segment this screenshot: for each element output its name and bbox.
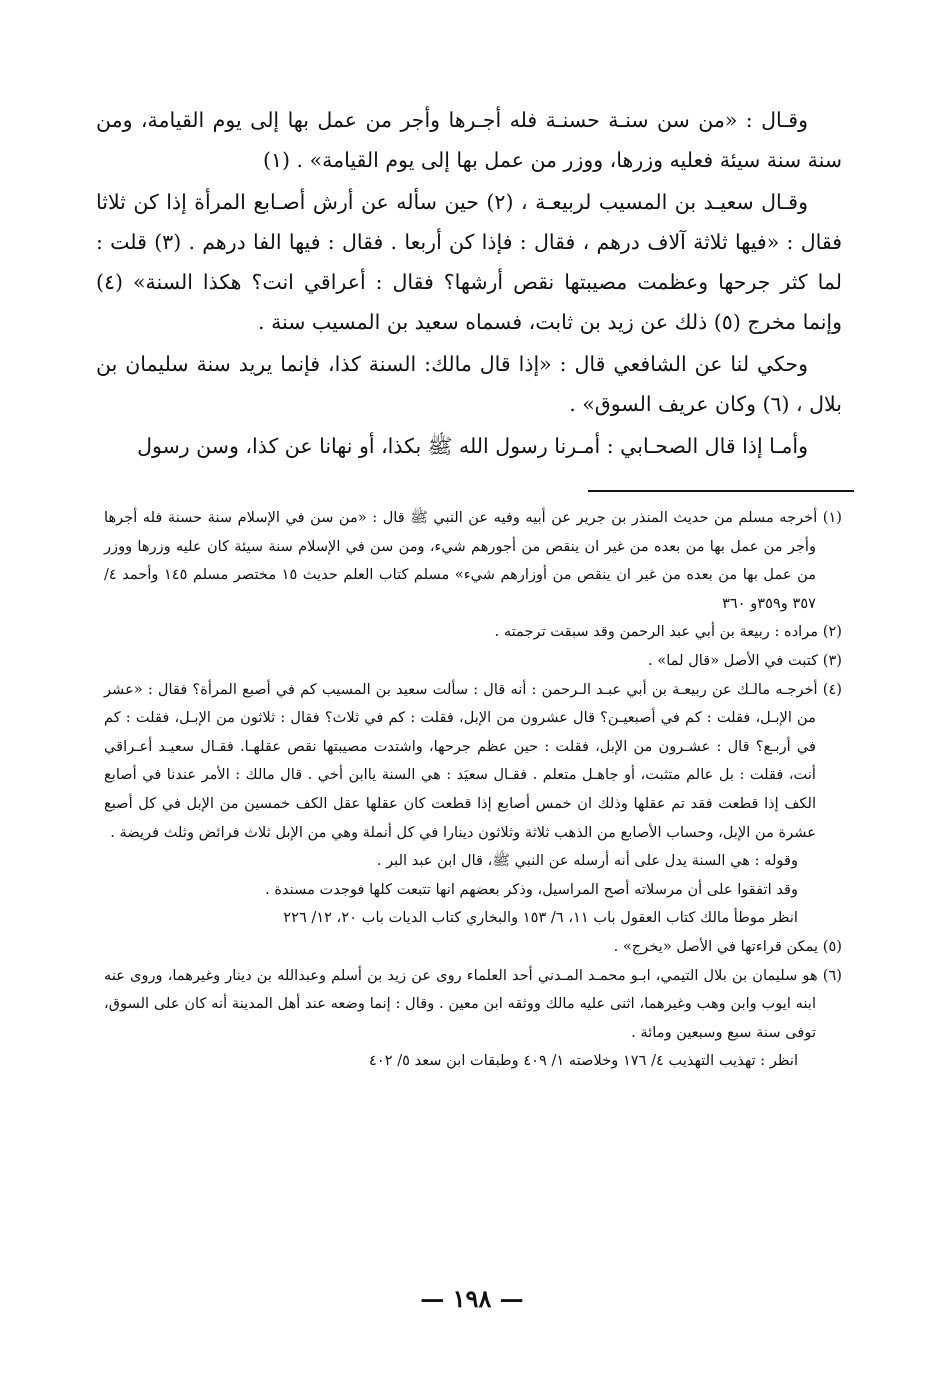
- footnote-2: (٢) مراده : ربيعة بن أبي عبد الرحمن وقد سبقت ترجمته .: [494, 623, 842, 641]
- footnote-5: (٥) يمكن قراءتها في الأصل «يخرج» .: [613, 937, 842, 955]
- paragraph-2: وقـال سعيـد بن المسيب لربيعـة ، (٢) حين سأله عن أرش أصـابع المرأة إذا كن ثلاثا فقال : «فيها ثلاثة آلاف درهم ، فقال : فإذا كن أربعا . فقال : فيها الفا درهم . (٣) قلت : لما كثر جرحها وعظمت مصيبتها نقص أرشها؟ فقال : أعراقي انت؟ هكذا السنة» (٤) وإنما مخرج (٥) ذلك عن زيد بن ثابت، فسماه سعيد بن المسيب سنة .: [96, 190, 843, 334]
- footnote-4: (٤) أخرجـه مالـك عن ربيعـة بن أبي عبـد الـرحمن : أنه قال : سألت سعيد بن المسيب كم في أصبع المرأة؟ فقال : «عشر من الإبـل، فقلت : كم في أصبعيـن؟ قال عشرون من الإبل، فقلت : كم في ثلاث؟ فقال : ثلاثون من الإبـل، فقلت : كم في أربـع؟ قال : عشـرون من الإبل، فقلت : حين عظم جرحها، واشتدت مصيبتها نقص عقلهـا. فقـال سعيـد أعـراقي أنت، فقلت : بل عالم متثبت، أو جاهـل متعلم . فقـال سعيَد : هي السنة ياابن أخي . قال مالك : الأمر عندنا في أصابع الكف إذا قطعت فقد تم عقلها وذلك ان خمس أصابع إذا قطعت كان عقلها عقل الكف خمسين من الإبل في كل أصبع عشرة من الإبل، وحساب الأصابع من الذهب ثلاثة وثلاثون دينارا في كل أنملة وهي من الإبل ثلاث فرائض وثلث فريضة .: [104, 680, 842, 841]
- paragraph-1: وقـال : «من سن سنـة حسنـة فله أجـرها وأجر من عمل بها إلى يوم القيامة، ومن سنة سنة سيئة فعليه وزرها، ووزر من عمل بها إلى يوم القيامة» . (١): [96, 108, 842, 172]
- paragraph-3: وحكي لنا عن الشافعي قال : «إذا قال مالك: السنة كذا، فإنما يريد سنة سليمان بن بلال ، (٦) وكان عريف السوق» .: [96, 352, 842, 416]
- footnote-6-reference: انظر : تهذيب التهذيب ٤/ ١٧٦ وخلاصته ١/ ٤٠٩ وطبقات ابن سعد ٥/ ٤٠٢: [369, 1052, 798, 1070]
- footnotes: [104, 504, 842, 1076]
- footnote-4-comment: وقوله : هي السنة يدل على أنه أرسله عن النبي ﷺ، قال ابن عبد البر .: [376, 852, 798, 870]
- footnote-6: (٦) هو سليمان بن بلال التيمي، ابـو محمـد المـدني أحد العلماء روى عن زيد بن أسلم وعبدالله بن دينار وغيرهما، وروى عنه ابنه ايوب وابن وهب وغيرهما، اثنى عليه مالك ووثقه ابن معين . وقال : إنما وضعه عند أهل المدينة أنه كان على السوق، توفى سنة سبع وسبعين ومائة .: [104, 966, 842, 1041]
- footnote-4-agreement: وقد اتفقوا على أن مرسلاته أصح المراسيل، وذكر بعضهم انها تتبعت كلها فوجدت مسندة .: [265, 880, 798, 898]
- footnote-4-reference: انظر موطأ مالك كتاب العقول باب ١١، ٦/ ١٥٣ والبخاري كتاب الديات باب ٢٠، ١٢/ ٢٢٦: [283, 909, 798, 927]
- footnote-divider: [588, 490, 854, 492]
- page-number: — ١٩٨ —: [420, 1284, 524, 1313]
- footnote-1: (١) أخرجه مسلم من حديث المنذر بن جرير عن أبيه وفيه عن النبي ﷺ قال : «من سن في الإسلام سنة حسنة فله أجرها وأجر من عمل بها من بعده من غير ان ينقص من أجورهم شيء، ومن سن في الإسلام سنة سيئة كان عليه وزرها ووزر من عمل بها من بعده من غير ان ينقص من أوزارهم شيء» مسلم كتاب العلم حديث ١٥ مختصر مسلم ١٤٥ وأحمد ٤/ ٣٥٧ و٣٥٩و ٣٦٠: [104, 509, 842, 612]
- paragraph-4: وأمـا إذا قال الصحـابي : أمـرنا رسول الله ﷺ بكذا، أو نهانا عن كذا، وسن رسول: [137, 434, 808, 458]
- footnote-3: (٣) كتبت في الأصل «قال لما» .: [648, 651, 842, 669]
- main-text: [96, 100, 842, 466]
